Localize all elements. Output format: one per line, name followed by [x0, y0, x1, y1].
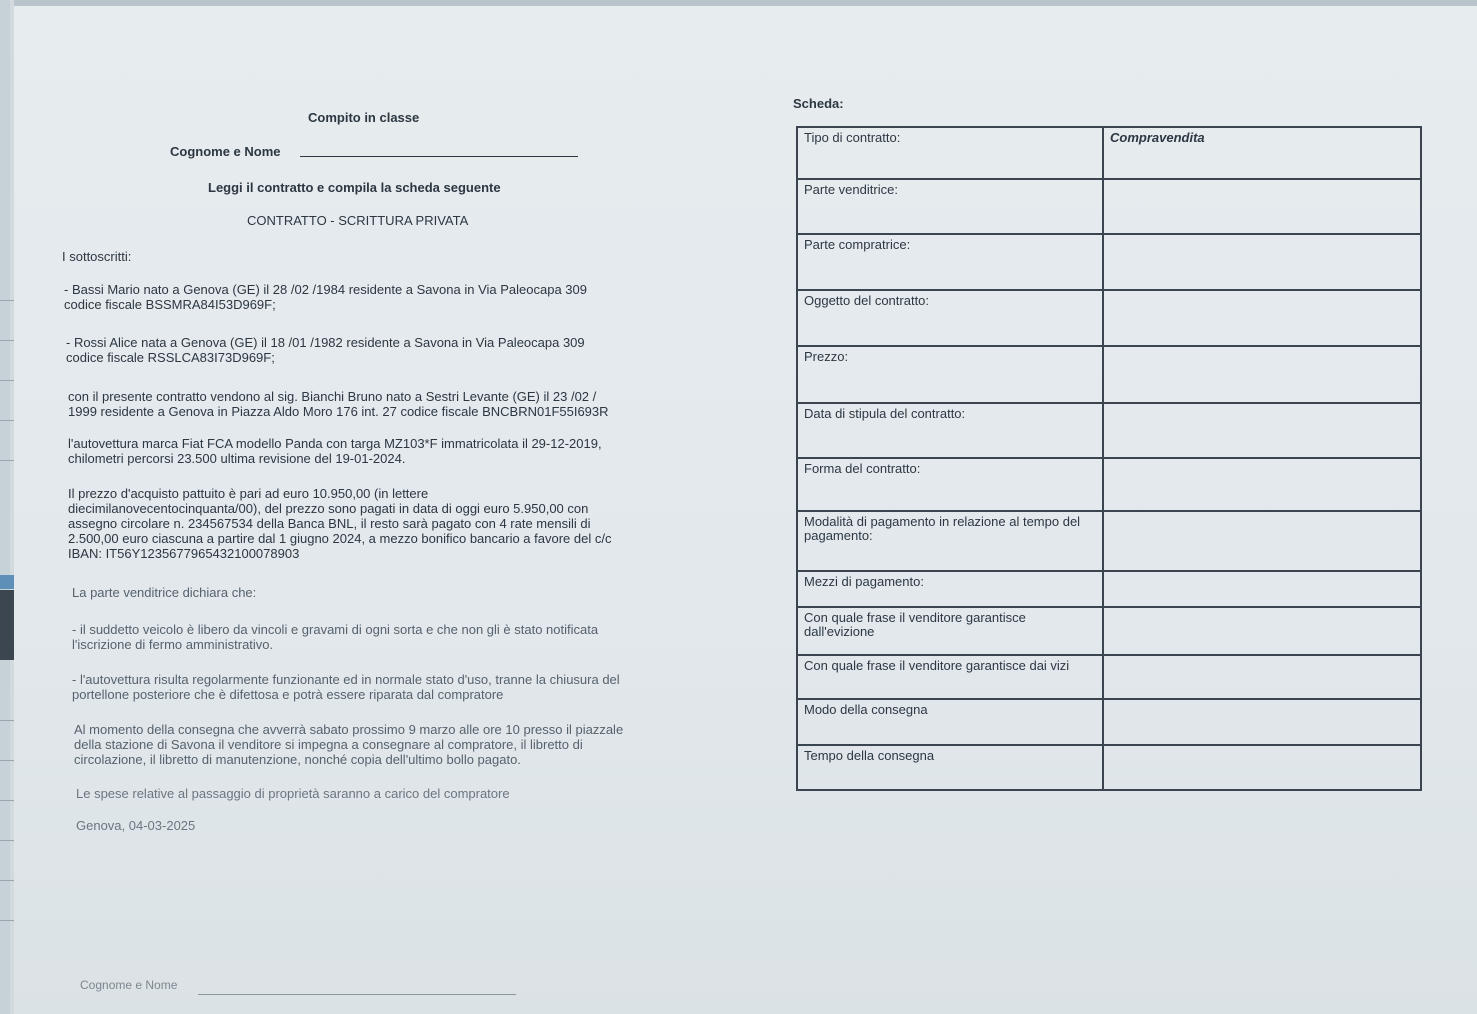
expenses-note: Le spese relative al passaggio di proprietà saranno a carico del compratore — [76, 786, 510, 801]
contract-intro: I sottoscritti: — [62, 249, 132, 264]
scheda-row — [797, 179, 1421, 234]
delivery-paragraph: Al momento della consegna che avverrà sabato prossimo 9 marzo alle ore 10 presso il piazzale della stazione di Savona il venditore si impegna a consegnare al compratore, il libretto di circolazione, il libretto di manutenzione, nonché copia dell'ultimo bollo pagato. — [74, 722, 624, 767]
place-date: Genova, 04-03-2025 — [76, 818, 196, 833]
scheda-row — [797, 699, 1421, 745]
scheda-row — [797, 346, 1421, 403]
scheda-row-label: Modalità di pagamento in relazione al tempo del pagamento: — [797, 511, 1103, 571]
scheda-row-answer[interactable] — [1103, 571, 1421, 607]
scheda-row-answer[interactable] — [1103, 745, 1421, 790]
left-tick — [0, 920, 14, 921]
page-title: Compito in classe — [308, 110, 420, 125]
left-dark-mark — [0, 590, 14, 660]
scheda-row — [797, 290, 1421, 346]
object-paragraph: l'autovettura marca Fiat FCA modello Panda con targa MZ103*F immatricolata il 29-12-2019, chilometri percorsi 23.500 ultima revisione del 19-01-2024. — [68, 436, 602, 466]
scheda-row-label: Tempo della consegna — [797, 745, 1103, 790]
scheda-row-label: Parte venditrice: — [797, 179, 1103, 234]
left-blue-mark — [0, 575, 14, 589]
scheda-table — [796, 126, 1422, 791]
left-tick — [0, 300, 14, 301]
scheda-row — [797, 234, 1421, 290]
left-tick — [0, 380, 14, 381]
scheda-row-answer[interactable] — [1103, 607, 1421, 655]
declaration-2: - l'autovettura risulta regolarmente funzionante ed in normale stato d'uso, tranne la chiusura del portellone posteriore che è difettosa e potrà essere riparata dal compratore — [72, 672, 620, 702]
scheda-title: Scheda: — [793, 96, 844, 111]
scheda-row-label: Tipo di contratto: — [797, 127, 1103, 179]
top-edge — [0, 0, 1477, 6]
footer-name-field[interactable] — [198, 994, 516, 995]
scheda-row-label: Modo della consegna — [797, 699, 1103, 745]
scheda-row — [797, 745, 1421, 790]
scheda-row — [797, 511, 1421, 571]
scheda-row — [797, 458, 1421, 511]
scheda-row-answer[interactable] — [1103, 346, 1421, 403]
left-tick — [0, 460, 14, 461]
scheda-row-label: Mezzi di pagamento: — [797, 571, 1103, 607]
price-paragraph: Il prezzo d'acquisto pattuito è pari ad euro 10.950,00 (in lettere diecimilanovecentocinquanta/00), del prezzo sono pagati in data di oggi euro 5.950,00 con assegno circolare n. 234567534 della Banca BNL, il resto sarà pagato con 4 rate mensili di 2.500,00 euro ciascuna a partire dal 1 giugno 2024, a mezzo bonifico bancario a favore del c/c IBAN: IT56Y1235677965432100078903 — [68, 486, 612, 561]
scheda-row-label: Forma del contratto: — [797, 458, 1103, 511]
scheda-row — [797, 607, 1421, 655]
scheda-row-answer[interactable] — [1103, 234, 1421, 290]
left-tick — [0, 340, 14, 341]
left-tick — [0, 840, 14, 841]
contract-title: CONTRATTO - SCRITTURA PRIVATA — [247, 213, 469, 228]
seller-1: - Bassi Mario nato a Genova (GE) il 28 /02 /1984 residente a Savona in Via Paleocapa 309 codice fiscale BSSMRA84I53D969F; — [64, 282, 587, 312]
scheda-row-label: Con quale frase il venditore garantisce dai vizi — [797, 655, 1103, 699]
left-tick — [0, 720, 14, 721]
seller-2: - Rossi Alice nata a Genova (GE) il 18 /01 /1982 residente a Savona in Via Paleocapa 309 codice fiscale RSSLCA83I73D969F; — [66, 335, 585, 365]
scheda-row-answer[interactable] — [1103, 458, 1421, 511]
scheda-row-label: Parte compratrice: — [797, 234, 1103, 290]
scheda-row-answer[interactable] — [1103, 655, 1421, 699]
scheda-row-answer[interactable] — [1103, 699, 1421, 745]
scheda-row-answer[interactable] — [1103, 511, 1421, 571]
instruction: Leggi il contratto e compila la scheda seguente — [208, 180, 501, 195]
scheda-row-label: Con quale frase il venditore garantisce dall'evizione — [797, 607, 1103, 655]
scheda-row-label: Prezzo: — [797, 346, 1103, 403]
scheda-row-answer[interactable]: Compravendita — [1103, 127, 1421, 179]
name-field[interactable] — [300, 156, 578, 157]
left-tick — [0, 880, 14, 881]
scheda-row — [797, 127, 1421, 179]
buyer-paragraph: con il presente contratto vendono al sig. Bianchi Bruno nato a Sestri Levante (GE) il 23 /02 / 1999 residente a Genova in Piazza Aldo Moro 176 int. 27 codice fiscale BNCBRN01F55I693R — [68, 389, 609, 419]
left-edge-inner — [10, 0, 14, 1014]
scheda-row — [797, 571, 1421, 607]
left-tick — [0, 760, 14, 761]
scheda-row — [797, 655, 1421, 699]
footer-name-label: Cognome e Nome — [80, 978, 178, 992]
scheda-row-answer[interactable] — [1103, 290, 1421, 346]
declaration-1: - il suddetto veicolo è libero da vincoli e gravami di ogni sorta e che non gli è stato notificata l'iscrizione di fermo amministrativo. — [72, 622, 599, 652]
scheda-row-answer[interactable] — [1103, 403, 1421, 458]
left-edge — [0, 0, 10, 1014]
scheda-row — [797, 403, 1421, 458]
declares-heading: La parte venditrice dichiara che: — [72, 585, 257, 600]
left-tick — [0, 420, 14, 421]
left-tick — [0, 800, 14, 801]
scheda-row-label: Data di stipula del contratto: — [797, 403, 1103, 458]
name-label: Cognome e Nome — [170, 144, 281, 159]
scheda-row-label: Oggetto del contratto: — [797, 290, 1103, 346]
scheda-row-answer[interactable] — [1103, 179, 1421, 234]
